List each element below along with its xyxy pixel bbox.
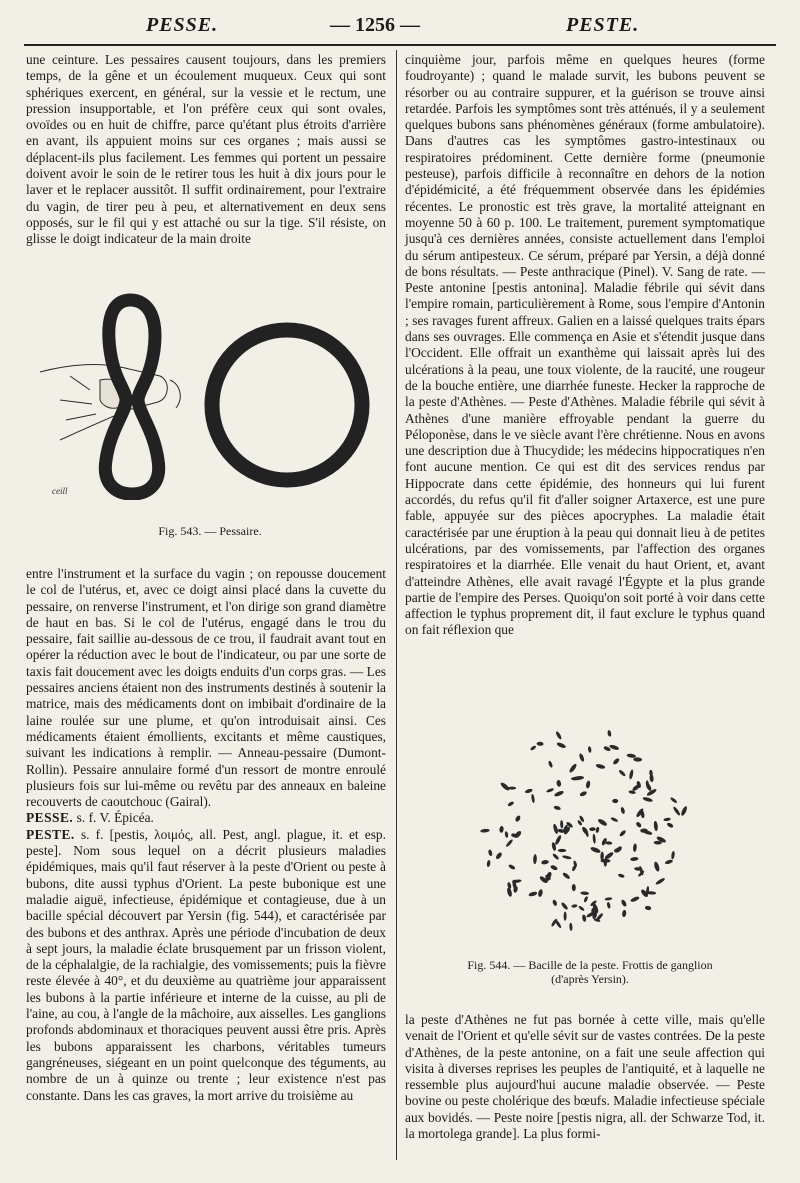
bacillus	[582, 914, 587, 922]
bacillus	[552, 899, 558, 906]
bacillus	[531, 794, 535, 804]
bacillus	[554, 790, 565, 798]
bacillus	[571, 904, 577, 908]
bacillus	[537, 889, 543, 898]
bacillus	[635, 821, 642, 828]
bacillus	[610, 817, 618, 823]
bacillus	[588, 746, 592, 753]
peste-definition: s. f. [pestis, λοιμός, all. Pest, angl. plague, it. et esp. peste]. Nom sous lequel on a décrit plusieurs maladies épidémiques, mais qu'il faut réserver à la peste d'Orient ou peste à bubons, dite aussi typhus d'Orient. La peste bubonique est une maladie aiguë, infectieuse, épidémique et contagieuse, due à un bacille spécial découvert par Yersin (fig. 544), et caractérisée par des bubons et des anthrax. Après une période d'incubation de deux à sept jours, la maladie éclate brusquement par un frisson violent, de la céphalalgie, de la rachialgie, des vomissements; puis la fièvre reste élevée à 40°, et du deuxième au quatrième jour apparaissent les bubons à la partie inférieure et interne de la cuisse, au pli de l'aine, au cou, à l'angle de la mâchoire, aux aisselles. Les ganglions profonds abdominaux et thoraciques peuvent aussi être pris. Après les bubons apparaissent les charbons, véritables tumeurs gangréneuses, siégeant en un point quelconque des téguments, au nombre de un à quinze ou trente ; leur existence n'est pas constante. Dans les cas graves, la mort arrive du troisième au	[26, 826, 386, 1103]
bacillus	[525, 788, 534, 794]
bacillus	[480, 828, 490, 833]
bacillus	[548, 760, 554, 768]
bacillus	[556, 780, 562, 787]
bacillus	[560, 902, 568, 911]
column-2-top	[405, 52, 765, 702]
bacillus	[560, 820, 563, 829]
figure-544-caption	[430, 958, 750, 986]
peste-entry	[26, 827, 386, 1104]
bacillus	[646, 788, 657, 797]
bacillus	[580, 891, 589, 895]
bacillus	[600, 859, 610, 863]
bacillus	[606, 902, 611, 909]
bacillus	[620, 899, 627, 907]
bacillus	[655, 877, 666, 886]
peste-continuation-2: la peste d'Athènes ne fut pas bornée à cette ville, mais qu'elle venait de l'Orient et qu'elle sévit sur de vastes contrées. De la peste d'Athènes, de la peste antonine, on a fait une seule affection qui visita à diverses reprises les peuples de l'antiquité, et à laquelle ne ressemble plus aujourd'hui aucune maladie observée. — Peste bovine ou peste cholérique des bœufs. Maladie infectieuse spéciale aux bovidés. — Peste noire [pestis nigra, all. der Schwarze Tod, it. la mortolega grande]. La plus formi-	[405, 1012, 765, 1142]
bacillus	[629, 769, 634, 779]
bacillus	[633, 843, 637, 852]
bacillus	[508, 864, 516, 871]
pesse-headword: PESSE.	[26, 810, 74, 826]
pessaire-paragraph-2: entre l'instrument et la surface du vagin ; on repousse doucement le col de l'utérus, et, avec ce doigt ainsi placé dans la cuvette du pessaire, on renverse l'instrument, et l'on dirige son grand diamètre de haut en bas. Si le col de l'utérus, engagé dans le trou du pessaire, fait saillie au-dessous de ce trou, il faudrait avant tout en opérer la réduction avec le bout de l'indicateur, ou par une sorte de taxis fait doucement avec les doigts enduits d'un corps gras. — Les pessaires anciens étaient non des instruments destinés à soutenir la matrice, mais des médicaments dont on imbibait d'ordinaire de la laine roulée sur une plume, et qu'on introduisait ainsi. Ces médicaments étaient émollients, excitants et même caustiques, suivant les indications à remplir. — Anneau-pessaire (Dumont-Rollin). Pessaire annulaire formé d'un ressort de montre enroulé plusieurs fois sur lui-même ou revêtu par des anneaux en baleine recouverts de caoutchouc (Gairal).	[26, 566, 386, 810]
bacillus	[562, 872, 571, 880]
bacillus	[564, 912, 567, 921]
page-header	[0, 14, 800, 44]
figure-543-caption: Fig. 543. — Pessaire.	[158, 524, 262, 538]
bacillus	[495, 852, 503, 861]
bacillus	[583, 896, 588, 903]
bacillus	[500, 781, 511, 791]
pesse-definition: s. f. V. Épicéa.	[76, 810, 154, 826]
bacillus	[562, 855, 572, 860]
bacillus	[653, 861, 660, 872]
bacillus	[653, 821, 658, 832]
bacillus	[649, 774, 654, 782]
header-left-word: PESSE.	[146, 14, 219, 36]
bacillus	[630, 857, 639, 862]
bacillus	[505, 839, 514, 848]
bacillus	[555, 731, 562, 740]
bacillus	[612, 757, 620, 765]
bacillus	[589, 827, 596, 831]
bacillus	[672, 806, 681, 816]
bacillus	[504, 831, 508, 838]
bacillus	[499, 826, 504, 833]
bacillus	[486, 860, 490, 867]
bacillus	[628, 790, 636, 794]
page-number: — 1256 —	[330, 14, 420, 36]
header-right-word: PESTE.	[566, 14, 640, 36]
bacillus	[572, 884, 576, 891]
bacillus	[592, 834, 596, 844]
bacillus	[569, 923, 573, 931]
bacillus	[506, 887, 512, 897]
bacillus	[666, 822, 674, 829]
bacillus	[558, 849, 567, 852]
figure-544-caption-line-2: (d'après Yersin).	[551, 972, 629, 986]
bacillus-smear-illustration	[465, 715, 705, 945]
bacillus	[554, 834, 562, 845]
peste-headword: PESTE.	[26, 826, 75, 842]
bacillus	[507, 801, 514, 807]
bacillus	[541, 860, 549, 865]
bacillus	[530, 745, 537, 751]
bacillus	[664, 859, 673, 865]
bacillus	[663, 817, 671, 821]
bacillus	[645, 905, 652, 910]
bacillus	[626, 753, 636, 758]
bacillus	[642, 796, 653, 802]
figure-544-caption-line-1: Fig. 544. — Bacille de la peste. Frottis de ganglion	[467, 958, 713, 972]
bacillus	[590, 846, 601, 854]
bacillus	[680, 805, 688, 816]
bacillus	[553, 805, 561, 811]
column-divider	[396, 50, 397, 1160]
column-1-top	[26, 52, 386, 292]
bacillus	[633, 757, 642, 762]
column-2-bottom	[405, 1012, 765, 1162]
peste-continuation: cinquième jour, parfois même en quelques heures (forme foudroyante) ; quand le malade survit, les bubons peuvent se résorber ou au contraire suppurer, et la guérison se trouve ainsi retardée. Parfois les symptômes sont très atténués, il y a seulement quelques bubons sans phénomènes généraux (forme ambulatoire). Dans d'autres cas les symptômes gastro-intestinaux ou respiratoires prédominent. Cette dernière forme (pneumonie pesteuse), parfois difficile à reconnaître en dehors de la notion d'épidémicité, a été fréquemment observée dans les épidémies récentes. Le pronostic est très grave, la mortalité atteignant en moyenne 50 à 60 p. 100. Le traitement, purement symptomatique jusqu'à ces dernières années, consiste actuellement dans l'emploi du sérum antipesteux. Ce sérum, préparé par Yersin, a déjà donné de bons résultats. — Peste anthracique (Pinel). V. Sang de rate. — Peste antonine [pestis antonina]. Maladie fébrile qui sévit dans l'empire romain, particulièrement à Rome, sous l'empire d'Antonin ; ses ravages furent affreux. Galien en a laissé quelques traits épars dans ses ouvrages. Elle commença en Asie et s'étendit jusque dans l'Occident. Elle offrait un exanthème qui laissait après lui des ulcérations à la peau, une toux violente, de la raucité, une rougeur de la bouche entière, une diarrhée funeste. Hecker la rapproche de la peste d'Athènes. — Peste d'Athènes. Maladie fébrile qui sévit à Athènes d'une manière effroyable pendant la guerre du Péloponèse, dans le ve siècle avant l'ère chrétienne. Nous en avons une description due à Thucydide; les médecins hippocratiques n'en font aucune mention. Ce qui est dit des services rendus par Hippocrate dans cette épidémie, des honneurs qui lui furent accordés, du refus qu'il fit d'aller soigner Artaxerce, est une pure fable, appuyée sur des pièces apocryphes. La maladie était caractérisée par une éruption à la peau qui donnait lieu à de petites ulcérations, par des vomissements, par l'affection des organes respiratoires et la diarrhée. Elle venait du haut Orient, et, avant d'atteindre Athènes, elle avait ravagé l'Égypte et la plus grande partie de l'empire des Perses. Quoiqu'on soit porté à voir dans cette affection le typhus proprement dit, il faut exclure le typhus quand on fait réflexion que	[405, 52, 765, 638]
bacillus	[578, 753, 585, 762]
bacillus	[554, 919, 562, 929]
bacillus	[536, 742, 543, 746]
bacillus	[670, 797, 678, 804]
bacillus	[528, 891, 538, 897]
bacillus	[579, 790, 587, 797]
bacillus	[556, 742, 566, 750]
column-1-bottom	[26, 566, 386, 1166]
bacillus	[552, 853, 560, 861]
header-rule	[24, 44, 776, 46]
bacillus	[595, 763, 605, 769]
engraver-signature: ceill	[52, 486, 68, 496]
bacillus	[622, 910, 627, 918]
pessaire-paragraph-1: une ceinture. Les pessaires causent toujours, dans les premiers temps, de la gêne et un écoulement muqueux. Ceux qui sont sphériques exercent, en général, sur la vessie et le rectum, une pression insupportable, et l'on préfère ceux qui sont ovales, ovoïdes ou en huit de chiffre, parce qu'étant plus étroits d'arrière en avant, ils appuient moins sur ces organes ; mais aussi se déplacent-ils plus facilement. Les femmes qui portent un pessaire doivent avoir le soin de le retirer tous les huit à dix jours pour le laver et le replacer aussitôt. Il suffit ordinairement, pour l'extraire du vagin, de tirer peu à peu, et alternativement en deux sens opposés, sur le fil qui y est attaché ou sur la tige. S'il résiste, on glisse le doigt indicateur de la main droite	[26, 52, 386, 247]
pessaire-illustration	[30, 280, 390, 500]
bacillus	[597, 818, 608, 827]
bacillus	[578, 905, 585, 911]
bacillus	[514, 815, 521, 823]
bacillus	[607, 730, 612, 737]
bacillus	[618, 873, 625, 878]
bacillus	[488, 849, 493, 856]
bacillus	[585, 780, 590, 788]
bacillus	[568, 763, 577, 774]
bacillus	[620, 807, 625, 815]
bacillus	[533, 854, 537, 864]
ring-pessary	[212, 330, 362, 480]
bacillus	[550, 864, 558, 871]
bacillus	[671, 851, 675, 860]
bacillus	[546, 788, 554, 794]
bacillus	[552, 823, 559, 834]
bacillus	[605, 897, 613, 901]
bacillus	[618, 769, 626, 777]
bacillus	[630, 896, 640, 903]
bacillus	[595, 827, 599, 834]
bacillus	[612, 799, 618, 803]
pesse-entry	[26, 810, 386, 826]
bacillus	[619, 829, 627, 837]
